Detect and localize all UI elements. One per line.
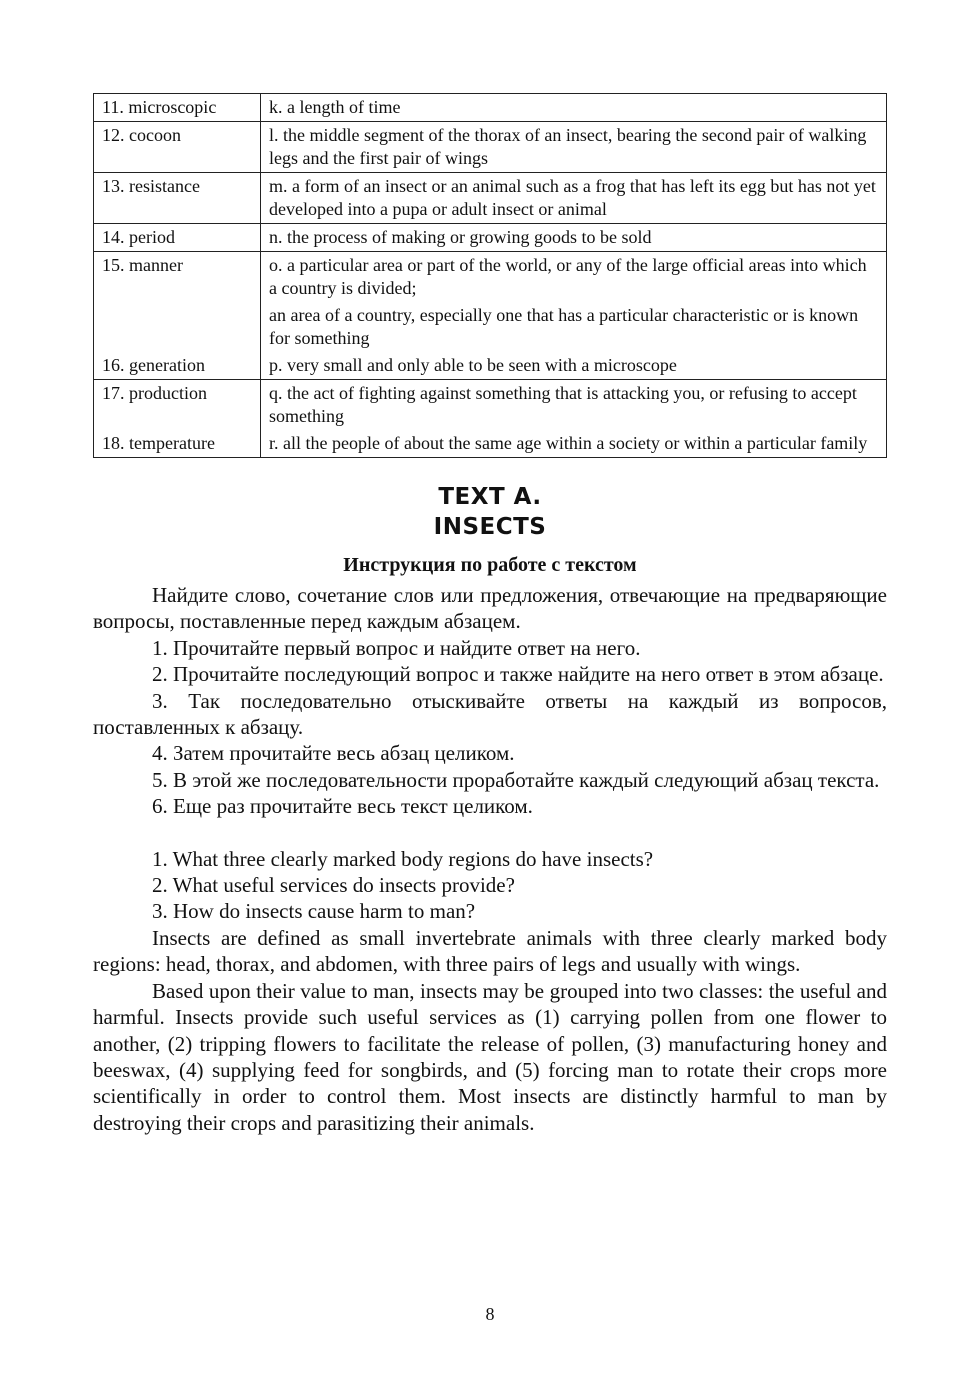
term-cell: 16. generation bbox=[94, 352, 261, 380]
term-cell: 14. period bbox=[94, 224, 261, 252]
definition-cell: r. all the people of about the same age within a society or within a particular family bbox=[261, 430, 887, 458]
table-row bbox=[94, 380, 887, 431]
page-number: 8 bbox=[485, 1304, 495, 1324]
text-title-line2: INSECTS bbox=[433, 514, 547, 540]
term-cell: 17. production bbox=[94, 380, 261, 431]
spacer bbox=[93, 820, 887, 846]
instruction-step: 5. В этой же последовательности проработайте каждый следующий абзац текста. bbox=[152, 767, 880, 792]
definition-cell: q. the act of fighting against something that is attacking you, or refusing to accept something bbox=[261, 380, 887, 431]
question: 3. How do insects cause harm to man? bbox=[152, 899, 476, 924]
page-content bbox=[93, 93, 887, 1136]
definition-cell: m. a form of an insect or an animal such as a frog that has left its egg but has not yet developed into a pupa or adult insect or animal bbox=[261, 173, 887, 224]
instruction-heading: Инструкция по работе с текстом bbox=[343, 554, 637, 576]
text-title bbox=[93, 482, 887, 542]
instruction-step: 6. Еще раз прочитайте весь текст целиком. bbox=[152, 794, 533, 819]
body-text bbox=[93, 582, 887, 1136]
table-row bbox=[94, 173, 887, 224]
text-paragraph: Insects are defined as small invertebrate animals with three clearly marked body regions: head, thorax, and abdomen, with three pairs of legs and usually with wings. bbox=[93, 925, 887, 977]
instruction-paragraph: Найдите слово, сочетание слов или предложения, отвечающие на предваряющие вопросы, поставленные перед каждым абзацем. bbox=[93, 583, 887, 634]
table-row bbox=[94, 352, 887, 380]
definition-cell: o. a particular area or part of the world, or any of the large official areas into which a country is divided; bbox=[261, 252, 887, 303]
definition-cell: k. a length of time bbox=[261, 94, 887, 122]
question: 2. What useful services do insects provide? bbox=[152, 873, 515, 898]
term-cell: 11. microscopic bbox=[94, 94, 261, 122]
definition-cell: an area of a country, especially one that has a particular characteristic or is known for something bbox=[261, 302, 887, 352]
table-row bbox=[94, 122, 887, 173]
instruction-step: 1. Прочитайте первый вопрос и найдите ответ на него. bbox=[152, 635, 641, 660]
term-cell: 12. cocoon bbox=[94, 122, 261, 173]
table-row bbox=[94, 224, 887, 252]
question: 1. What three clearly marked body regions do have insects? bbox=[152, 846, 654, 871]
term-cell: 18. temperature bbox=[94, 430, 261, 458]
instruction-step: 4. Затем прочитайте весь абзац целиком. bbox=[152, 741, 515, 766]
instruction-step: 2. Прочитайте последующий вопрос и также найдите на него ответ в этом абзаце. bbox=[152, 662, 884, 687]
definition-cell: l. the middle segment of the thorax of an insect, bearing the second pair of walking legs and the first pair of wings bbox=[261, 122, 887, 173]
term-cell: 15. manner bbox=[94, 252, 261, 303]
definition-cell: n. the process of making or growing goods to be sold bbox=[261, 224, 887, 252]
text-title-line1: TEXT A. bbox=[438, 484, 542, 510]
definition-cell: p. very small and only able to be seen with a microscope bbox=[261, 352, 887, 380]
term-cell: 13. resistance bbox=[94, 173, 261, 224]
table-row bbox=[94, 94, 887, 122]
text-paragraph: Based upon their value to man, insects may be grouped into two classes: the useful and harmful. Insects provide such useful services as (1) carrying pollen from one flower to another, (2) tripping flowers to facilitate the release of pollen, (3) manufacturing honey and beeswax, (4) supplying feed for songbirds, and (5) forcing man to rotate their crops more scientifically in order to control them. Most insects are distinctly harmful to man by destroying their crops and parasitizing their animals. bbox=[93, 978, 887, 1135]
term-cell bbox=[94, 302, 261, 352]
table-row bbox=[94, 430, 887, 458]
table-row bbox=[94, 302, 887, 352]
vocabulary-table bbox=[93, 93, 887, 458]
instruction-step: 3. Так последовательно отыскивайте ответы на каждый из вопросов, поставленных к абзацу. bbox=[93, 688, 887, 740]
table-row bbox=[94, 252, 887, 303]
